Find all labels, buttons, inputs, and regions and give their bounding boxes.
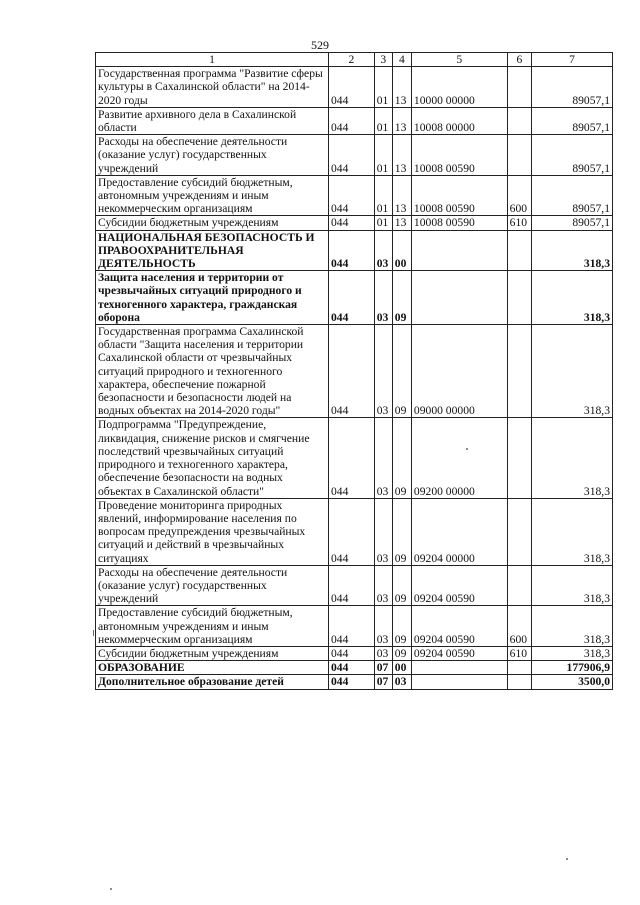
row-pr-cell: 09	[392, 271, 411, 325]
table-row	[96, 175, 613, 216]
row-rz-cell: 03	[374, 498, 392, 565]
row-vr-cell	[507, 67, 531, 108]
row-rz-cell: 03	[374, 565, 392, 606]
row-csr-cell: 10000 00000	[411, 67, 507, 108]
row-vr-cell	[507, 135, 531, 176]
row-pr-cell: 13	[392, 67, 411, 108]
row-ved-cell: 044	[328, 230, 374, 271]
row-vr-cell: 610	[507, 646, 531, 660]
row-rz-cell: 01	[374, 67, 392, 108]
row-rz-cell: 01	[374, 175, 392, 216]
scan-speck	[566, 858, 568, 860]
row-rz-cell: 07	[374, 661, 392, 675]
row-pr-cell: 03	[392, 675, 411, 689]
row-name-cell: Проведение мониторинга природных явлений, информирование населения по вопросам предупреждения чрезвычайных ситуаций и действий в чрезвычайных ситуациях	[96, 498, 329, 565]
table-row	[96, 271, 613, 325]
row-csr-cell	[411, 230, 507, 271]
row-vr-cell	[507, 661, 531, 675]
table-row	[96, 107, 613, 134]
row-ved-cell: 044	[328, 67, 374, 108]
row-ved-cell: 044	[328, 135, 374, 176]
row-pr-cell: 09	[392, 646, 411, 660]
row-rz-cell: 03	[374, 646, 392, 660]
table-row	[96, 646, 613, 660]
row-ved-cell: 044	[328, 606, 374, 647]
row-name-cell: Субсидии бюджетным учреждениям	[96, 646, 329, 660]
table-row	[96, 325, 613, 418]
row-rz-cell: 01	[374, 135, 392, 176]
row-pr-cell: 13	[392, 175, 411, 216]
row-csr-cell: 10008 00000	[411, 107, 507, 134]
row-sum-cell: 318,3	[532, 325, 613, 418]
row-name-cell: Защита населения и территории от чрезвычайных ситуаций природного и техногенного характера, гражданская оборона	[96, 271, 329, 325]
table-row	[96, 216, 613, 230]
page-number: 529	[311, 38, 329, 52]
row-vr-cell	[507, 418, 531, 498]
row-sum-cell: 89057,1	[532, 175, 613, 216]
row-pr-cell: 09	[392, 498, 411, 565]
row-name-cell: ОБРАЗОВАНИЕ	[96, 661, 329, 675]
row-pr-cell: 13	[392, 107, 411, 134]
row-sum-cell: 318,3	[532, 565, 613, 606]
row-pr-cell: 09	[392, 325, 411, 418]
table-row	[96, 230, 613, 271]
row-sum-cell: 318,3	[532, 498, 613, 565]
row-ved-cell: 044	[328, 271, 374, 325]
row-csr-cell: 09204 00590	[411, 606, 507, 647]
scan-speck	[110, 888, 112, 890]
header-cell: 4	[392, 53, 411, 67]
row-name-cell: Предоставление субсидий бюджетным, автономным учреждениям и иным некоммерческим организациям	[96, 175, 329, 216]
row-sum-cell: 318,3	[532, 646, 613, 660]
row-ved-cell: 044	[328, 498, 374, 565]
row-ved-cell: 044	[328, 675, 374, 689]
row-sum-cell: 318,3	[532, 271, 613, 325]
row-pr-cell: 09	[392, 606, 411, 647]
table-row	[96, 67, 613, 108]
row-pr-cell: 09	[392, 565, 411, 606]
row-ved-cell: 044	[328, 418, 374, 498]
row-ved-cell: 044	[328, 216, 374, 230]
row-rz-cell: 07	[374, 675, 392, 689]
header-cell: 3	[374, 53, 392, 67]
row-csr-cell: 10008 00590	[411, 135, 507, 176]
row-sum-cell: 177906,9	[532, 661, 613, 675]
row-vr-cell: 610	[507, 216, 531, 230]
scan-speck	[466, 448, 468, 450]
table-row	[96, 565, 613, 606]
row-name-cell: Дополнительное образование детей	[96, 675, 329, 689]
row-name-cell: Государственная программа Сахалинской области "Защита населения и территории Сахалинской области от чрезвычайных ситуаций природного и техногенного характера, обеспечение пожарной безопасности и безопасности людей на водных объектах на 2014-2020 годы"	[96, 325, 329, 418]
row-rz-cell: 01	[374, 216, 392, 230]
row-csr-cell: 09204 00000	[411, 498, 507, 565]
row-vr-cell	[507, 498, 531, 565]
row-vr-cell: 600	[507, 175, 531, 216]
row-rz-cell: 03	[374, 606, 392, 647]
row-name-cell: Государственная программа "Развитие сферы культуры в Сахалинской области" на 2014-2020 годы	[96, 67, 329, 108]
table-row	[96, 661, 613, 675]
row-ved-cell: 044	[328, 565, 374, 606]
budget-table	[95, 52, 613, 690]
row-pr-cell: 00	[392, 661, 411, 675]
row-sum-cell: 89057,1	[532, 135, 613, 176]
row-vr-cell	[507, 230, 531, 271]
row-csr-cell	[411, 661, 507, 675]
row-ved-cell: 044	[328, 107, 374, 134]
table-row	[96, 606, 613, 647]
row-vr-cell	[507, 107, 531, 134]
row-ved-cell: 044	[328, 661, 374, 675]
row-ved-cell: 044	[328, 175, 374, 216]
row-name-cell: Предоставление субсидий бюджетным, автономным учреждениям и иным некоммерческим организациям	[96, 606, 329, 647]
row-pr-cell: 09	[392, 418, 411, 498]
row-csr-cell: 09204 00590	[411, 565, 507, 606]
row-ved-cell: 044	[328, 646, 374, 660]
row-name-cell: Расходы на обеспечение деятельности (оказание услуг) государственных учреждений	[96, 565, 329, 606]
table-row	[96, 135, 613, 176]
row-sum-cell: 318,3	[532, 606, 613, 647]
row-sum-cell: 89057,1	[532, 107, 613, 134]
header-cell: 7	[532, 53, 613, 67]
table-row	[96, 675, 613, 689]
row-name-cell: Расходы на обеспечение деятельности (оказание услуг) государственных учреждений	[96, 135, 329, 176]
row-csr-cell: 10008 00590	[411, 216, 507, 230]
row-rz-cell: 03	[374, 230, 392, 271]
row-vr-cell	[507, 271, 531, 325]
row-sum-cell: 318,3	[532, 230, 613, 271]
row-sum-cell: 89057,1	[532, 216, 613, 230]
row-csr-cell: 10008 00590	[411, 175, 507, 216]
row-vr-cell: 600	[507, 606, 531, 647]
row-name-cell: Субсидии бюджетным учреждениям	[96, 216, 329, 230]
row-sum-cell: 89057,1	[532, 67, 613, 108]
row-vr-cell	[507, 675, 531, 689]
header-cell: 2	[328, 53, 374, 67]
row-name-cell: НАЦИОНАЛЬНАЯ БЕЗОПАСНОСТЬ И ПРАВООХРАНИТЕЛЬНАЯ ДЕЯТЕЛЬНОСТЬ	[96, 230, 329, 271]
row-rz-cell: 03	[374, 325, 392, 418]
header-cell: 6	[507, 53, 531, 67]
scan-speck	[93, 630, 94, 636]
row-sum-cell: 3500,0	[532, 675, 613, 689]
row-rz-cell: 03	[374, 271, 392, 325]
row-rz-cell: 01	[374, 107, 392, 134]
row-name-cell: Подпрограмма "Предупреждение, ликвидация, снижение рисков и смягчение последствий чрезвычайных ситуаций природного и техногенного характера, обеспечение безопасности на водных объектах в Сахалинской области"	[96, 418, 329, 498]
row-pr-cell: 13	[392, 135, 411, 176]
row-csr-cell	[411, 675, 507, 689]
row-csr-cell: 09200 00000	[411, 418, 507, 498]
table-header-row	[96, 53, 613, 67]
header-cell: 1	[96, 53, 329, 67]
row-csr-cell: 09204 00590	[411, 646, 507, 660]
row-sum-cell: 318,3	[532, 418, 613, 498]
row-ved-cell: 044	[328, 325, 374, 418]
row-name-cell: Развитие архивного дела в Сахалинской области	[96, 107, 329, 134]
table-row	[96, 498, 613, 565]
row-rz-cell: 03	[374, 418, 392, 498]
row-csr-cell: 09000 00000	[411, 325, 507, 418]
table-row	[96, 418, 613, 498]
row-pr-cell: 00	[392, 230, 411, 271]
row-csr-cell	[411, 271, 507, 325]
row-vr-cell	[507, 325, 531, 418]
header-cell: 5	[411, 53, 507, 67]
row-vr-cell	[507, 565, 531, 606]
row-pr-cell: 13	[392, 216, 411, 230]
